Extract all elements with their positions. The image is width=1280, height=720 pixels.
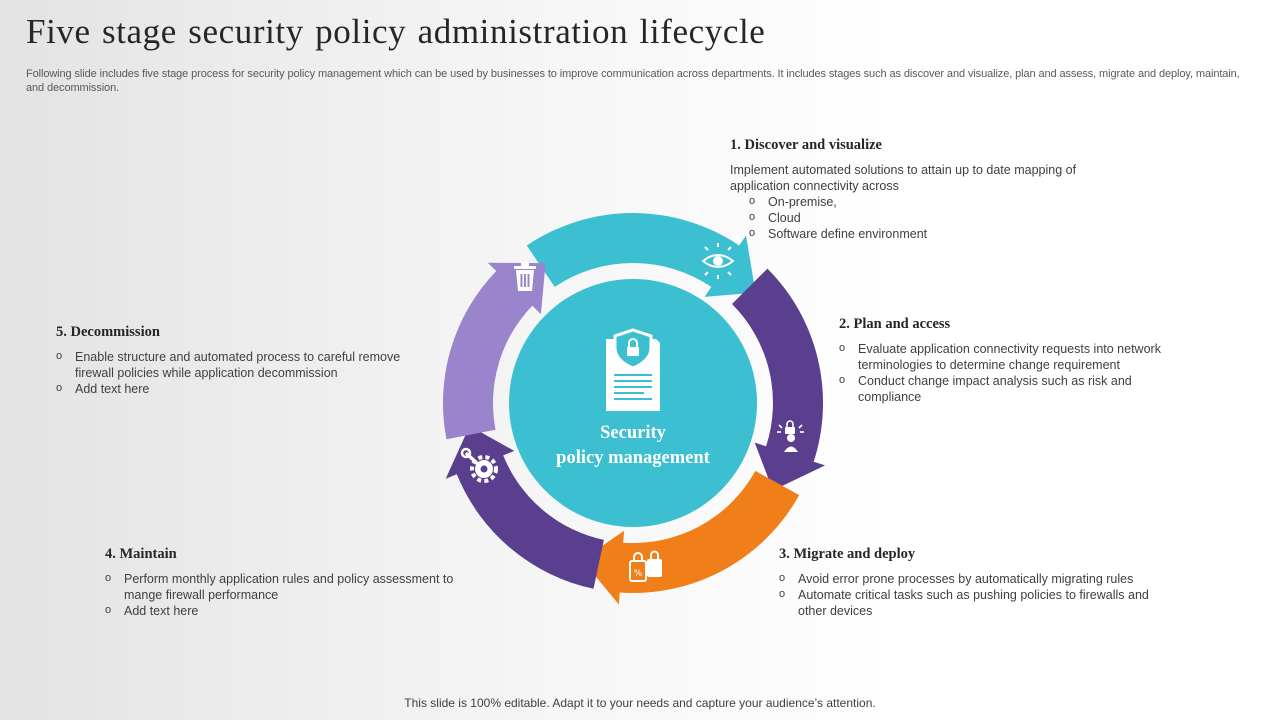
stage-heading: 5. Decommission	[56, 324, 160, 340]
stage-bullet-list	[105, 571, 485, 619]
stage-bullet-list	[749, 194, 1130, 242]
stage-heading: 3. Migrate and deploy	[779, 546, 916, 562]
stage-heading: 2. Plan and access	[839, 316, 951, 332]
stage-plan-access	[839, 316, 1189, 405]
stage-bullet: o Software define environment	[749, 226, 1130, 242]
stage-bullet: o Avoid error prone processes by automatically migrating rules	[779, 571, 1179, 587]
center-label	[520, 421, 746, 471]
stage-bullet: o Add text here	[105, 603, 485, 619]
stage-heading: 1. Discover and visualize	[730, 137, 882, 153]
page-title: Five stage security policy administration lifecycle	[26, 12, 766, 51]
footer-note: This slide is 100% editable. Adapt it to your needs and capture your audience’s attention.	[404, 696, 876, 710]
stage-bullet: o On-premise,	[749, 194, 1130, 210]
stage-bullet-list	[56, 349, 426, 397]
stage-description: Implement automated solutions to attain up to date mapping of application connectivity across	[730, 163, 1077, 193]
stage-migrate-deploy	[779, 546, 1179, 619]
center-label-line2: policy management	[556, 448, 710, 468]
stage-bullet: o Automate critical tasks such as pushing policies to firewalls and other devices	[779, 587, 1179, 619]
stage-discover-visualize	[730, 137, 1130, 242]
stage-bullet: o Add text here	[56, 381, 426, 397]
stage-bullet: o Perform monthly application rules and policy assessment to mange firewall performance	[105, 571, 485, 603]
stage-bullet: o Cloud	[749, 210, 1130, 226]
page-subtitle: Following slide includes five stage process for security policy management which can be used by businesses to improve communication across departments. It includes stages such as discover and visualize, plan and assess, migrate and deploy, maintain, and decommission.	[26, 68, 1240, 94]
center-label-line1: Security	[600, 423, 666, 443]
svg-text:%: %	[633, 569, 643, 579]
stage-bullet: o Evaluate application connectivity requests into network terminologies to determine change requirement	[839, 341, 1189, 373]
stage-heading: 4. Maintain	[105, 546, 177, 562]
secure-document-icon	[606, 330, 660, 411]
stage-bullet-list	[779, 571, 1179, 619]
stage-bullet: o Enable structure and automated process to careful remove firewall policies while application decommission	[56, 349, 426, 381]
stage-decommission	[56, 324, 426, 397]
stage-maintain	[105, 546, 485, 619]
stage-bullet: o Conduct change impact analysis such as risk and compliance	[839, 373, 1189, 405]
stage-bullet-list	[839, 341, 1189, 405]
